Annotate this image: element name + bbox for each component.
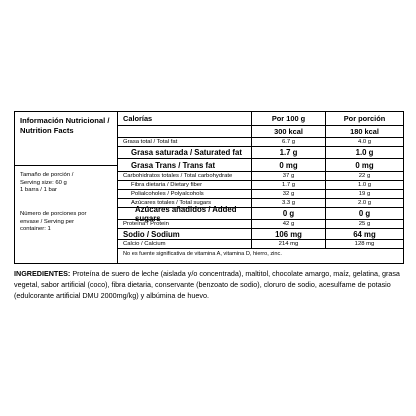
per-100g-header: Por 100 g [251,112,325,125]
nutrient-name: Sodio / Sodium [123,229,180,239]
nutrient-name: Fibra dietaria / Dietary fiber [131,182,203,188]
table-row [118,138,403,147]
nutrient-name: Azúcares totales / Total sugars [131,200,212,206]
table-row [118,229,403,240]
nutrient-grid [118,112,403,263]
footnote: No es fuente significativa de vitamina A, vitamina D, hierro, zinc. [123,251,282,257]
value-per-100g: 300 kcal [251,126,325,137]
value-per-serving: 1.0 g [325,147,403,158]
nutrient-name: Calcio / Calcium [123,241,166,247]
value-per-serving: 19 g [325,190,403,198]
ingredients-label: INGREDIENTES: [14,269,71,278]
table-row [118,204,403,223]
nutrient-name: Grasa total / Total fat [123,139,178,145]
value-per-serving: 22 g [325,172,403,180]
table-row [118,147,403,159]
left-divider [15,165,118,166]
value-per-100g: 32 g [251,190,325,198]
nutrient-name [118,126,251,137]
table-row [118,181,403,190]
value-per-100g: 0 g [251,208,325,219]
value-per-serving: 2.0 g [325,199,403,207]
value-per-100g: 6.7 g [251,138,325,146]
value-per-serving: 64 mg [325,229,403,239]
table-header-row [118,112,403,126]
table-row [118,159,403,172]
value-per-serving: 128 mg [325,240,403,248]
nutrient-name: Proteína / Protein [123,221,169,227]
nutrient-name: Grasa Trans / Trans fat [131,160,216,170]
nutrient-name: Polialcoholes / Polyalcohols [131,191,204,197]
serving-size-line: Tamaño de porción / [20,172,74,178]
per-serving-header: Por porción [325,112,403,125]
value-per-100g: 1.7 g [251,147,325,158]
value-per-100g: 106 mg [251,229,325,239]
nutrition-facts-table [14,111,404,264]
table-row [118,172,403,181]
value-per-serving: 180 kcal [325,126,403,137]
table-row [118,240,403,249]
value-per-serving: 4.0 g [325,138,403,146]
info-title: Información Nutricional / Nutrition Facts [20,116,110,135]
ingredients-paragraph [14,268,406,301]
nutrient-name: Azúcares añadidos / Added sugars [135,204,237,223]
serving-size-info [20,172,116,195]
value-per-100g: 0 mg [251,159,325,171]
value-per-serving: 0 mg [325,159,403,171]
value-per-serving: 1.0 g [325,181,403,189]
value-per-100g: 3.3 g [251,199,325,207]
serving-size-line: Serving size: 60 g [20,179,67,186]
servings-line: container: 1 [20,226,51,233]
value-per-100g: 214 mg [251,240,325,248]
ingredients-text: Proteína de suero de leche (aislada y/o concentrada), maltitol, chocolate amargo, maíz, gelatina, grasa vegetal, sabor artificial (coco), fibra dietaria, conservante (benzoato de sodio), cloruro de sodio, acesulfame de potasio (edulcorante artificial DMU 2000mg/kg) y albúmina de huevo. [14,269,400,300]
value-per-100g: 37 g [251,172,325,180]
servings-per-container-info [20,211,116,234]
table-row-energy [118,126,403,138]
table-row [118,220,403,229]
value-per-100g: 1.7 g [251,181,325,189]
value-per-serving: 0 g [325,208,403,219]
servings-line: envase / Serving per [20,218,75,225]
value-per-100g: 42 g [251,220,325,228]
table-row [118,190,403,199]
left-info-column [15,112,118,263]
servings-line: Número de porciones por [20,211,87,217]
value-per-serving: 25 g [325,220,403,228]
nutrient-name: Grasa saturada / Saturated fat [131,148,242,157]
serving-size-line: 1 barra / 1 bar [20,187,58,194]
calories-label: Calorías [123,114,153,123]
nutrient-name: Carbohidratos totales / Total carbohydrate [123,173,233,179]
